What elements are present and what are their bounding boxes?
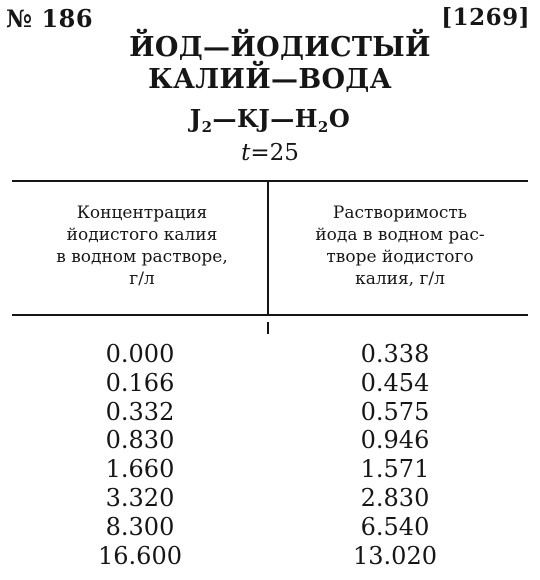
table-cell: 0.332 [105,397,175,426]
title-line-1: ЙОД—ЙОДИСТЫЙ [129,32,431,63]
table-header-rule [12,314,528,316]
table-cell: 8.300 [105,512,175,541]
formula-part-2: —KJ—H [212,104,318,133]
table-cell: 2.830 [360,483,430,512]
reference-number: [1269] [441,4,530,31]
column-header-line: Растворимость [332,203,468,223]
formula-part-1: J [189,104,202,133]
table-column-tick [267,322,269,334]
solubility-values [320,340,470,570]
temperature-value: =25 [250,140,299,166]
table-cell: 0.166 [105,368,175,397]
table-cell: 1.571 [360,455,430,484]
table-cell: 0.454 [360,368,430,397]
table-cell: 0.575 [360,397,430,426]
column-header-line: йода в водном рас- [315,225,485,245]
table-cell: 0.946 [360,426,430,455]
table-header-divider [267,180,269,314]
column-header-concentration [22,202,262,290]
temperature-symbol: t [241,140,251,166]
formula-part-3: O [328,104,351,133]
table-cell: 1.660 [105,455,175,484]
table-cell: 16.600 [98,541,182,570]
column-header-line: г/л [129,269,155,289]
column-header-line: Концентрация [76,203,208,223]
table-cell: 0.338 [360,340,430,368]
table-cell: 0.830 [105,426,175,455]
column-header-line: творе йодистого [326,247,474,267]
entry-number: № 186 [6,4,94,33]
temperature-label [0,140,540,166]
column-header-line: калия, г/л [355,269,445,289]
table-cell: 13.020 [353,541,437,570]
concentration-values [55,340,225,570]
formula-subscript-2: 2 [317,118,329,136]
title-line-2: КАЛИЙ—ВОДА [148,64,392,95]
table-cell: 3.320 [105,483,175,512]
table-cell: 0.000 [105,340,175,368]
column-header-line: йодистого калия [66,225,218,245]
column-header-line: в водном растворе, [56,247,228,267]
column-header-solubility [280,202,520,290]
table-cell: 6.540 [360,512,430,541]
table-top-rule [12,180,528,182]
chemical-formula [0,104,540,136]
formula-subscript-1: 2 [201,118,213,136]
